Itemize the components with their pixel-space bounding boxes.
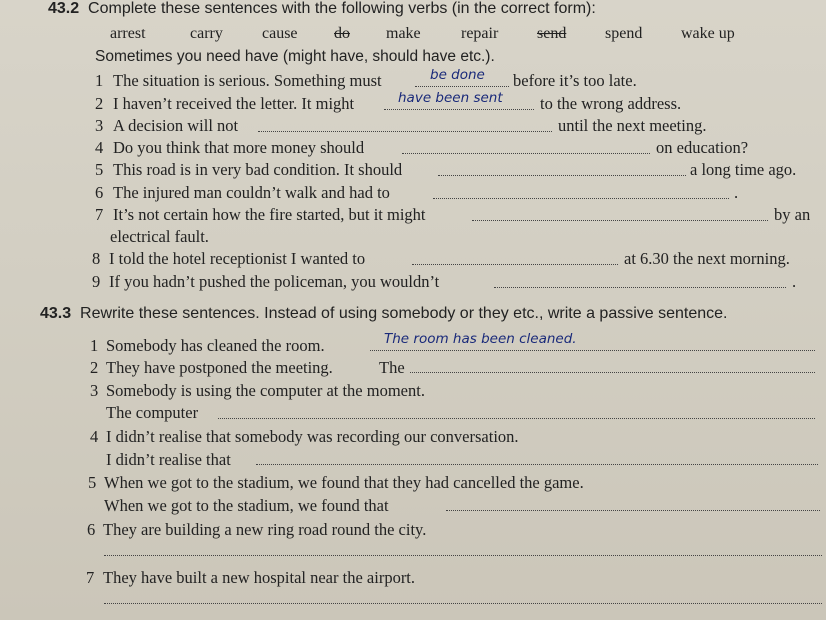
item-number: 5 xyxy=(88,473,97,492)
item-text: If you hadn’t pushed the policeman, you wouldn’t xyxy=(109,272,440,291)
handwritten-answer: have been sent xyxy=(398,90,503,106)
answer-blank[interactable] xyxy=(370,350,815,351)
verb: cause xyxy=(262,25,298,42)
item-text: Somebody is using the computer at the moment. xyxy=(106,381,425,400)
item-number: 5 xyxy=(95,160,104,179)
item-text: Do you think that more money should xyxy=(113,138,365,157)
item-number: 1 xyxy=(95,71,104,90)
item-text: Somebody has cleaned the room. xyxy=(106,336,325,355)
item-number: 7 xyxy=(95,205,104,224)
answer-prompt: The xyxy=(379,358,405,377)
verb: spend xyxy=(605,25,643,42)
answer-blank[interactable] xyxy=(104,603,822,604)
answer-blank[interactable] xyxy=(104,555,822,556)
answer-blank[interactable] xyxy=(433,198,729,199)
exercise-instruction: Complete these sentences with the following verbs (in the correct form): xyxy=(88,0,596,17)
item-number: 8 xyxy=(92,249,101,268)
item-text-end: until the next meeting. xyxy=(558,116,707,135)
item-number: 6 xyxy=(87,520,96,539)
item-number: 4 xyxy=(90,427,99,446)
verb-crossed-out: send xyxy=(537,25,567,42)
exercise-heading-43-3 xyxy=(40,305,728,323)
handwritten-answer: The room has been cleaned. xyxy=(384,331,577,347)
item-number: 2 xyxy=(95,94,104,113)
answer-blank[interactable] xyxy=(256,464,818,465)
answer-blank[interactable] xyxy=(415,86,509,87)
exercise-number: 43.2 xyxy=(48,0,80,17)
answer-blank[interactable] xyxy=(218,418,815,419)
item-text-continued: electrical fault. xyxy=(110,227,209,246)
handwritten-answer: be done xyxy=(430,67,485,83)
answer-prompt: When we got to the stadium, we found that xyxy=(104,496,389,515)
answer-blank[interactable] xyxy=(410,372,815,373)
item-text: They are building a new ring road round the city. xyxy=(103,520,427,539)
verb: wake up xyxy=(681,25,735,42)
answer-blank[interactable] xyxy=(258,131,552,132)
item-text: A decision will not xyxy=(113,116,239,135)
item-text: The injured man couldn’t walk and had to xyxy=(113,183,390,202)
answer-blank[interactable] xyxy=(472,220,768,221)
answer-prompt: The computer xyxy=(106,403,199,422)
answer-blank[interactable] xyxy=(494,287,786,288)
item-number: 4 xyxy=(95,138,104,157)
item-text: I told the hotel receptionist I wanted to xyxy=(109,249,366,268)
verb: arrest xyxy=(110,25,146,42)
item-text: They have built a new hospital near the airport. xyxy=(103,568,416,587)
item-number: 6 xyxy=(95,183,104,202)
answer-blank[interactable] xyxy=(402,153,650,154)
answer-blank[interactable] xyxy=(384,109,534,110)
item-number: 1 xyxy=(90,336,99,355)
item-text: It’s not certain how the fire started, but it might xyxy=(113,205,426,224)
item-number: 3 xyxy=(90,381,99,400)
item-text-end: to the wrong address. xyxy=(540,94,682,113)
verb-crossed-out: do xyxy=(334,25,350,42)
grammar-note: Sometimes you need have (might have, should have etc.). xyxy=(95,48,495,65)
exercise-instruction: Rewrite these sentences. Instead of using somebody or they etc., write a passive sentence. xyxy=(80,305,728,322)
item-text: I didn’t realise that somebody was recording our conversation. xyxy=(106,427,519,446)
item-text: The situation is serious. Something must xyxy=(113,71,382,90)
item-text-end: on education? xyxy=(656,138,749,157)
item-text: When we got to the stadium, we found that they had cancelled the game. xyxy=(104,473,584,492)
item-text: This road is in very bad condition. It should xyxy=(113,160,403,179)
verb: repair xyxy=(461,25,499,42)
item-text-end: by an xyxy=(774,205,811,224)
exercise-number: 43.3 xyxy=(40,305,72,322)
answer-blank[interactable] xyxy=(446,510,820,511)
item-number: 3 xyxy=(95,116,104,135)
item-text-end: a long time ago. xyxy=(690,160,797,179)
item-text-end: . xyxy=(792,272,797,291)
verb: make xyxy=(386,25,421,42)
item-text: They have postponed the meeting. xyxy=(106,358,333,377)
item-number: 7 xyxy=(86,568,95,587)
item-text: I haven’t received the letter. It might xyxy=(113,94,355,113)
answer-prompt: I didn’t realise that xyxy=(106,450,231,469)
answer-blank[interactable] xyxy=(438,175,686,176)
item-number: 9 xyxy=(92,272,101,291)
exercise-heading-43-2 xyxy=(48,0,596,18)
item-number: 2 xyxy=(90,358,99,377)
item-text-end: at 6.30 the next morning. xyxy=(624,249,790,268)
verb: carry xyxy=(190,25,223,42)
item-text-end: before it’s too late. xyxy=(513,71,637,90)
answer-blank[interactable] xyxy=(412,264,618,265)
item-text-end: . xyxy=(734,183,739,202)
